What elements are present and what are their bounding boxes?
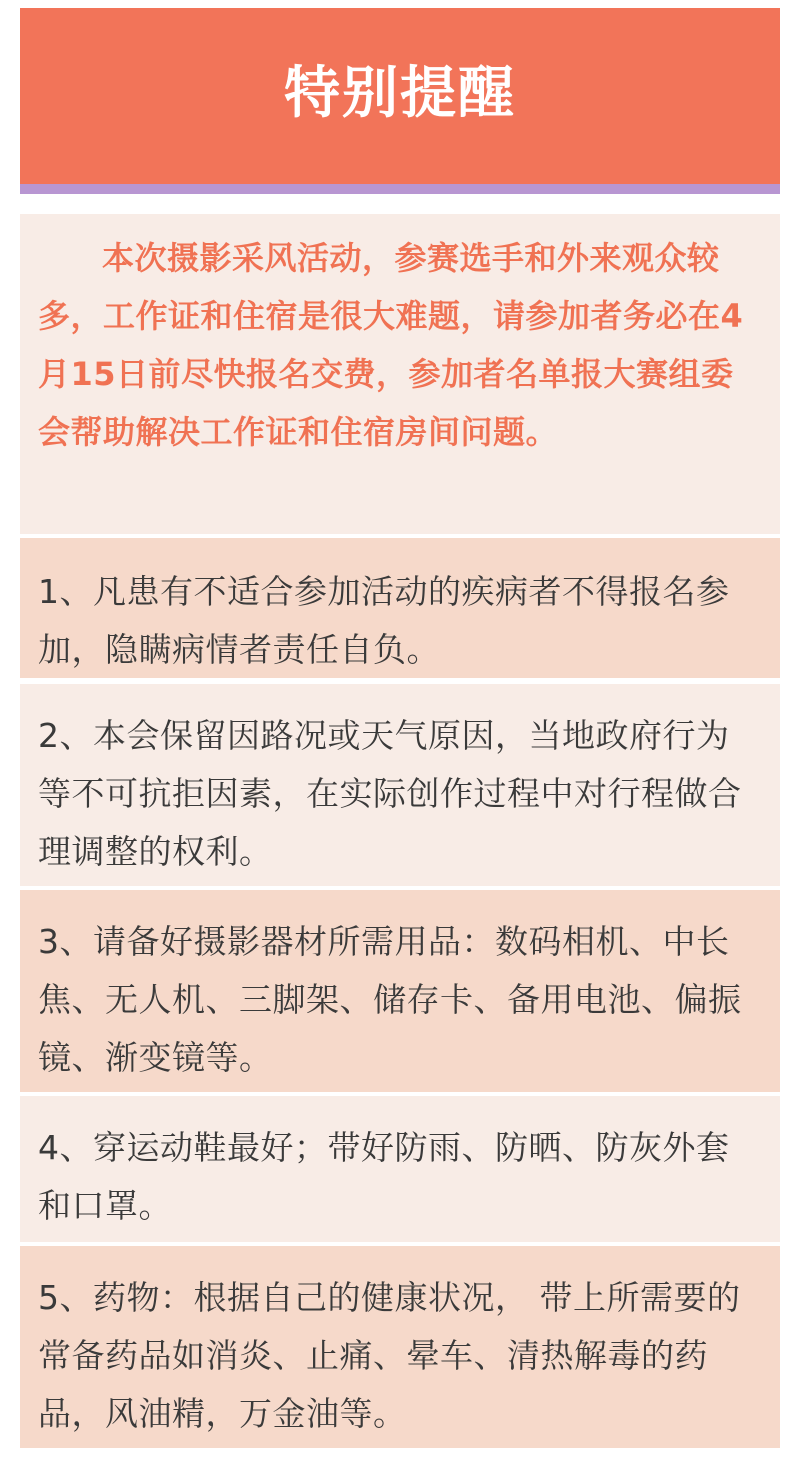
intro-paragraph: 本次摄影采风活动，参赛选手和外来观众较多，工作证和住宿是很大难题，请参加者务必在4月15日前尽快报名交费，参加者名单报大赛组委会帮助解决工作证和住宿房间问题。 xyxy=(20,214,780,534)
notice-item-5: 5、药物：根据自己的健康状况， 带上所需要的常备药品如消炎、止痛、晕车、清热解毒的药品，风油精，万金油等。 xyxy=(20,1246,780,1448)
page-header xyxy=(20,8,780,184)
notice-item-2: 2、本会保留因路况或天气原因，当地政府行为等不可抗拒因素，在实际创作过程中对行程做合理调整的权利。 xyxy=(20,684,780,886)
notice-item-4: 4、穿运动鞋最好；带好防雨、防晒、防灰外套和口罩。 xyxy=(20,1096,780,1242)
notice-item-3: 3、请备好摄影器材所需用品：数码相机、中长焦、无人机、三脚架、储存卡、备用电池、偏振镜、渐变镜等。 xyxy=(20,890,780,1092)
header-accent-bar xyxy=(20,184,780,194)
notice-item-1: 1、凡患有不适合参加活动的疾病者不得报名参加，隐瞒病情者责任自负。 xyxy=(20,538,780,678)
page-title: 特别提醒 xyxy=(284,61,516,126)
